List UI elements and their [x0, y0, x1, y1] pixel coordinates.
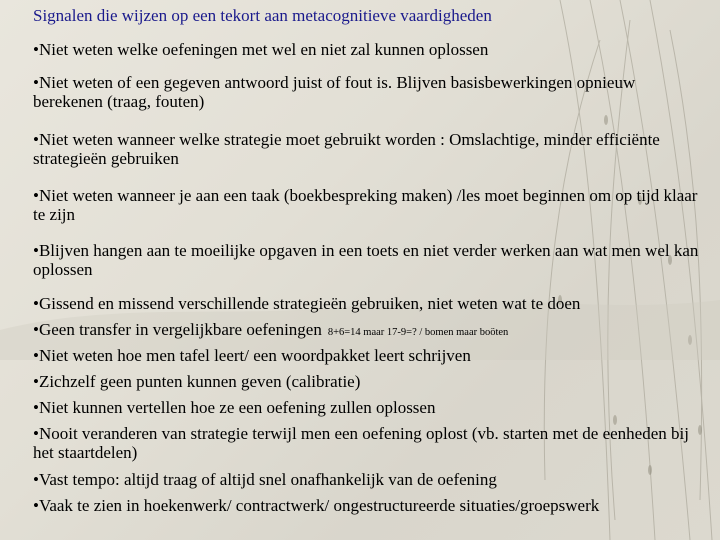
bullet-item: •Niet weten of een gegeven antwoord juist of fout is. Blijven basisbewerkingen opnieuw berekenen (traag, fouten) [33, 73, 636, 111]
bullet-item: •Niet weten welke oefeningen met wel en niet zal kunnen oplossen [33, 40, 489, 59]
bullet-item: •Zichzelf geen punten kunnen geven (calibratie) [33, 372, 361, 391]
bullet-item: •Vaak te zien in hoekenwerk/ contractwerk/ ongestructureerde situaties/groepswerk [33, 496, 600, 515]
bullet-item-transfer [33, 320, 708, 342]
bullet-item: •Nooit veranderen van strategie terwijl men een oefening oplost (vb. starten met de eenheden bij het staartdelen) [33, 424, 689, 462]
bullet-item: •Gissend en missend verschillende strategieën gebruiken, niet weten wat te doen [33, 294, 581, 313]
bullet-item: •Niet kunnen vertellen hoe ze een oefening zullen oplossen [33, 398, 436, 417]
bullet-item: •Blijven hangen aan te moeilijke opgaven in een toets en niet verder werken aan wat men wel kan oplossen [33, 241, 699, 279]
bullet-item: •Niet weten wanneer je aan een taak (boekbespreking maken) /les moet beginnen om op tijd klaar te zijn [33, 186, 698, 224]
bullet-item: •Niet weten wanneer welke strategie moet gebruikt worden : Omslachtige, minder efficiënte strategieën gebruiken [33, 130, 660, 168]
bullet-item: •Niet weten hoe men tafel leert/ een woordpakket leert schrijven [33, 346, 471, 365]
slide-title: Signalen die wijzen op een tekort aan metacognitieve vaardigheden [33, 6, 492, 25]
bullet-item: •Vast tempo: altijd traag of altijd snel onafhankelijk van de oefening [33, 470, 497, 489]
transfer-example: 8+6=14 maar 17-9=? / bomen maar boöten [327, 327, 509, 338]
bullet-text: •Geen transfer in vergelijkbare oefeningen [33, 320, 322, 339]
